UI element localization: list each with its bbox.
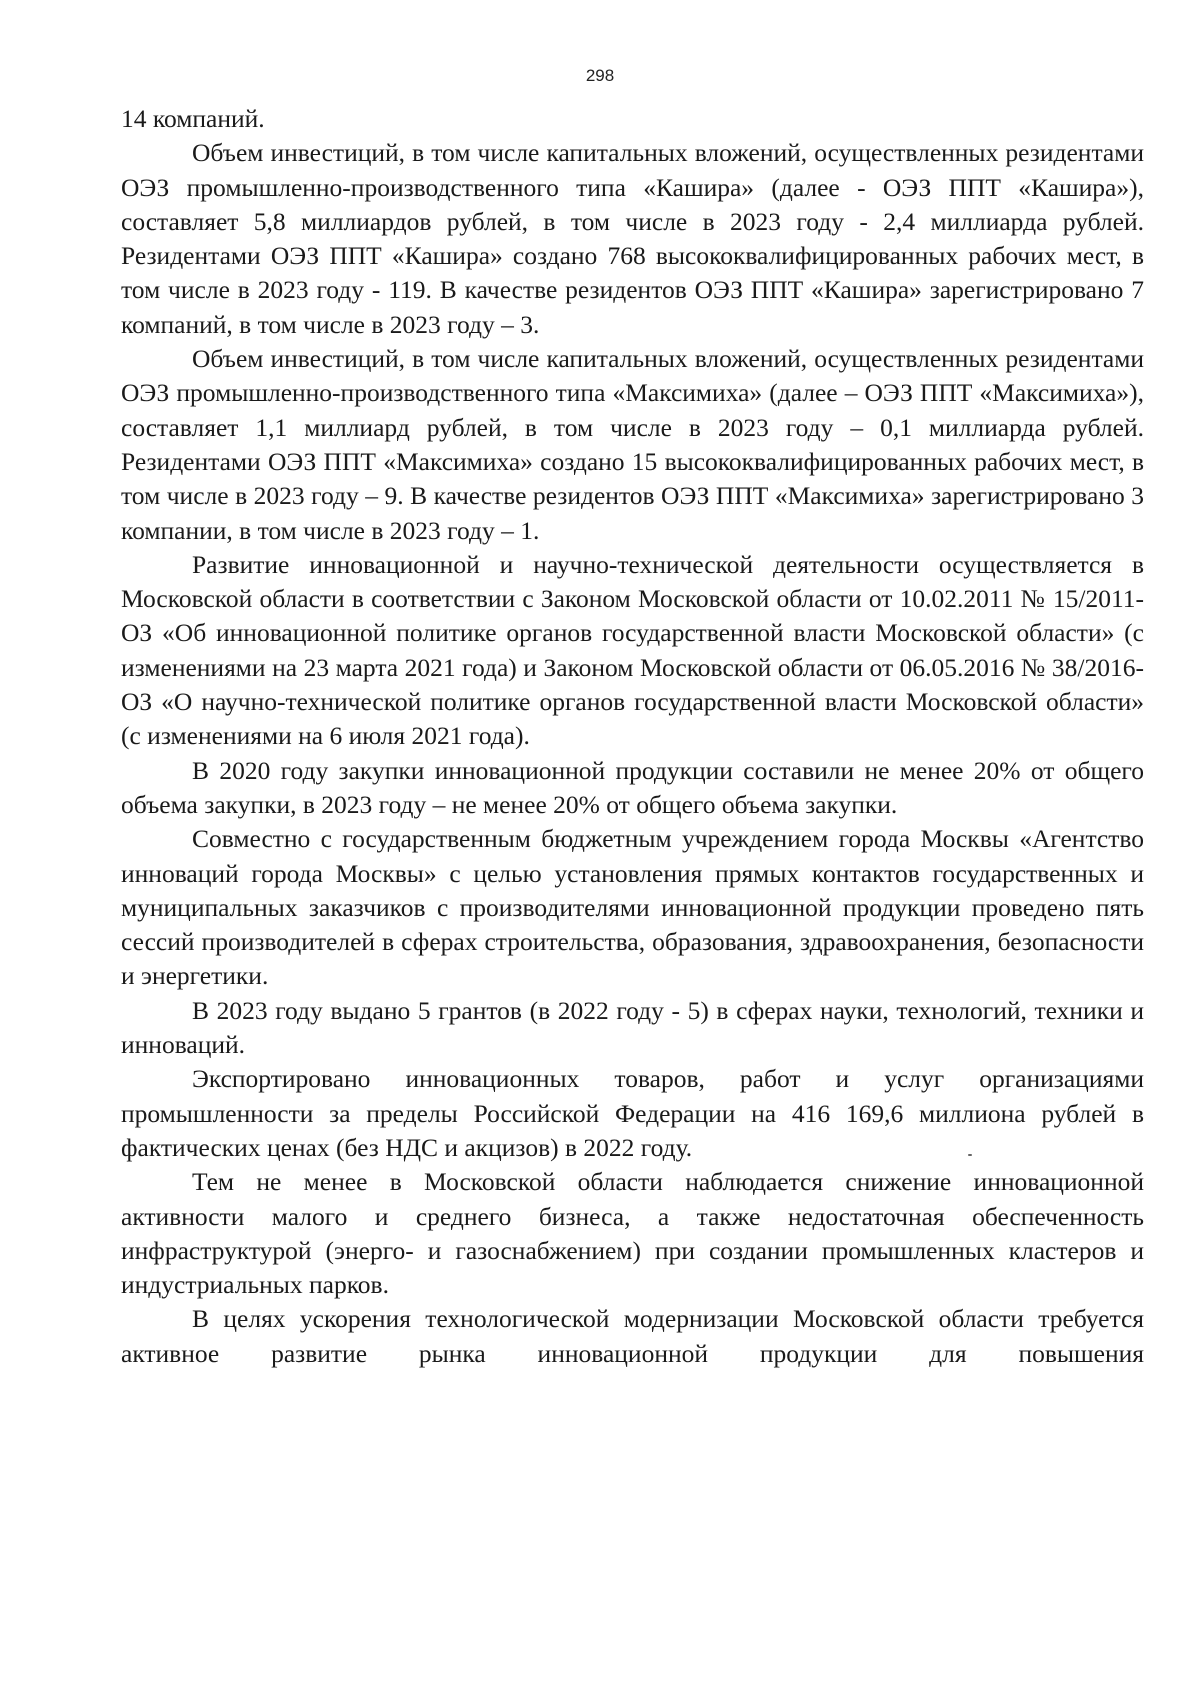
paragraph-decline: Тем не менее в Московской области наблюдается снижение инновационной активности малого и среднего бизнеса, а также недостаточная обеспеченность инфраструктурой (энерго- и газоснабжением) при создании промышленных кластеров и индустриальных парков. [121,1167,1144,1300]
document-body [121,102,1144,1371]
paragraph-innovation-law: Развитие инновационной и научно-технической деятельности осуществляется в Московской области в соответствии с Законом Московской области от 10.02.2011 № 15/2011-ОЗ «Об инновационной политике органов государственной власти Московской области» (с изменениями на 23 марта 2021 года) и Законом Московской области от 06.05.2016 № 38/2016-ОЗ «О научно-технической политике органов государственной власти Московской области» (с изменениями на 6 июля 2021 года). [121,549,1144,751]
scan-artifact [968,1154,972,1156]
page-number: 298 [585,66,615,85]
paragraph-export: Экспортировано инновационных товаров, работ и услуг организациями промышленности за пределы Российской Федерации на 416 169,6 миллиона рублей в фактических ценах (без НДС и акцизов) в 2022 году. [121,1064,1144,1162]
paragraph-grants: В 2023 году выдано 5 грантов (в 2022 году - 5) в сферах науки, технологий, техники и инноваций. [121,995,1144,1060]
paragraph-procurement: В 2020 году закупки инновационной продукции составили не менее 20% от общего объема закупки, в 2023 году – не менее 20% от общего объема закупки. [121,755,1144,819]
paragraph-continuation: 14 компаний. [121,104,265,133]
paragraph-oez-kashira: Объем инвестиций, в том числе капитальных вложений, осуществленных резидентами ОЭЗ промышленно-производственного типа «Кашира» (далее - ОЭЗ ППТ «Кашира»), составляет 5,8 миллиардов рублей, в том числе в 2023 году - 2,4 миллиарда рублей. Резидентами ОЭЗ ППТ «Кашира» создано 768 высококвалифицированных рабочих мест, в том числе в 2023 году - 119. В качестве резидентов ОЭЗ ППТ «Кашира» зарегистрировано 7 компаний, в том числе в 2023 году – 3. [121,138,1144,339]
paragraph-oez-maksimikha: Объем инвестиций, в том числе капитальных вложений, осуществленных резидентами ОЭЗ промышленно-производственного типа «Максимиха» (далее – ОЭЗ ППТ «Максимиха»), составляет 1,1 миллиард рублей, в том числе в 2023 году – 0,1 миллиарда рублей. Резидентами ОЭЗ ППТ «Максимиха» создано 15 высококвалифицированных рабочих мест, в том числе в 2023 году – 9. В качестве резидентов ОЭЗ ППТ «Максимиха» зарегистрировано 3 компании, в том числе в 2023 году – 1. [121,344,1144,545]
paragraph-agency-sessions: Совместно с государственным бюджетным учреждением города Москвы «Агентство инноваций города Москвы» с целью установления прямых контактов государственных и муниципальных заказчиков с производителями инновационной продукции проведено пять сессий производителей в сферах строительства, образования, здравоохранения, безопасности и энергетики. [121,824,1144,991]
paragraph-modernization: В целях ускорения технологической модернизации Московской области требуется активное развитие рынка инновационной продукции для повышения [121,1304,1144,1368]
